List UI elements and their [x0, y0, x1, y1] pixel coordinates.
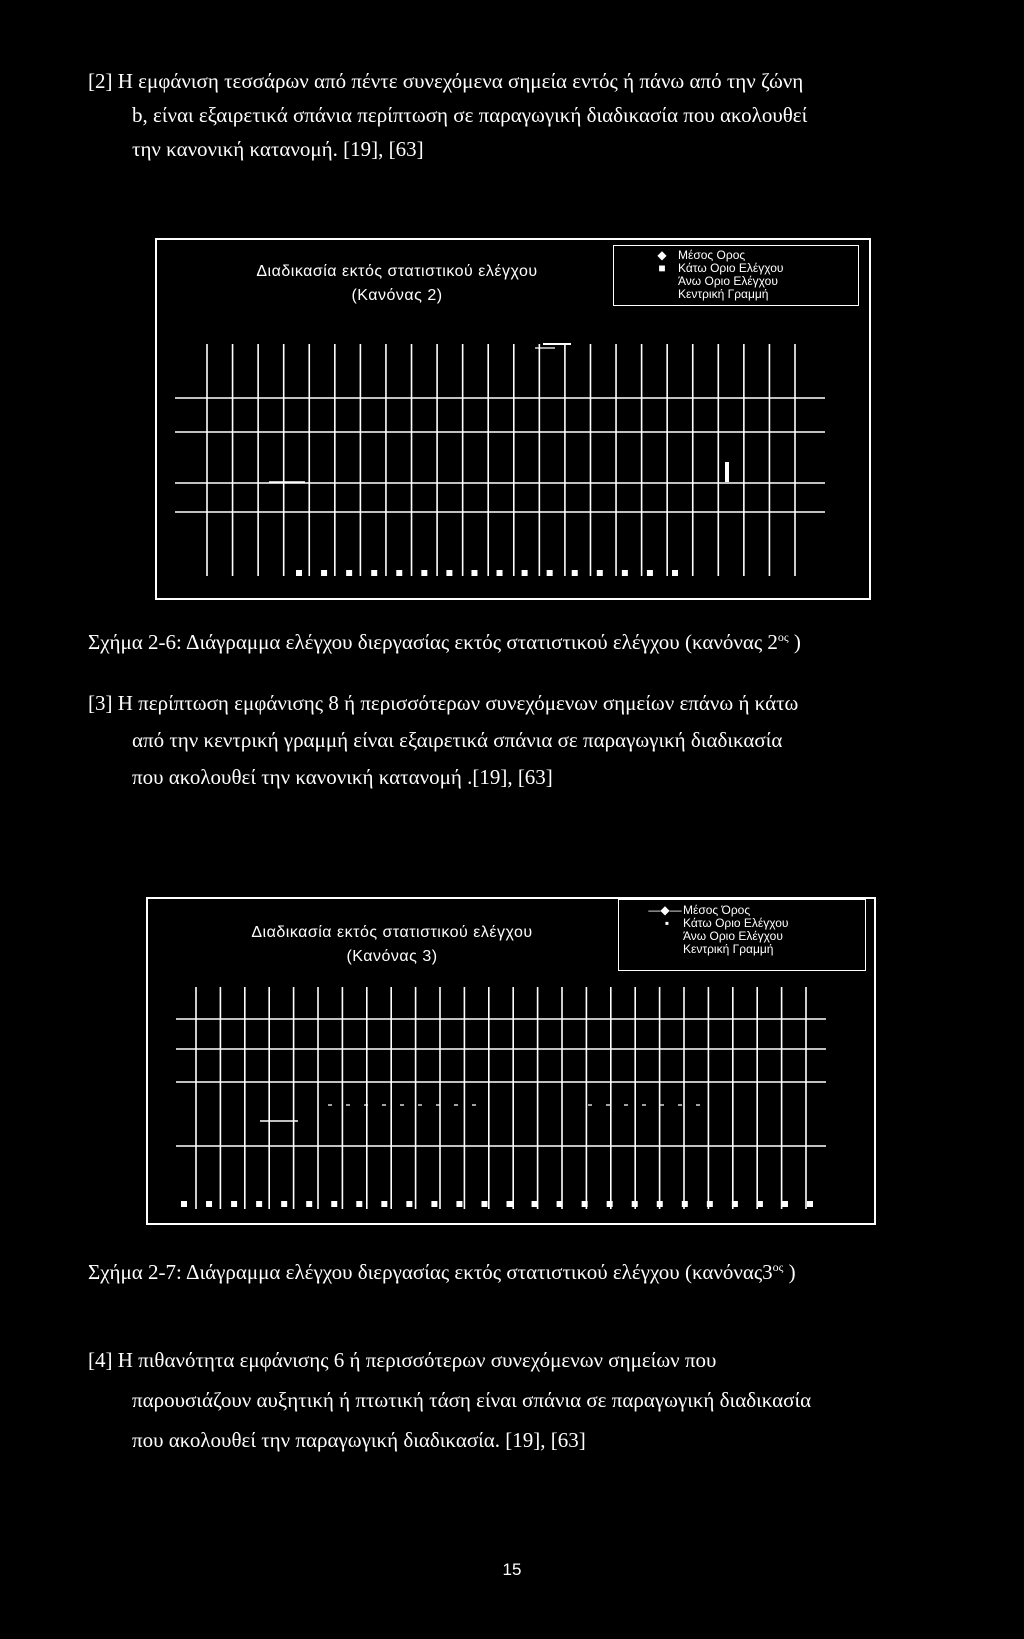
data-point-marker — [406, 1201, 412, 1207]
legend-label: Κάτω Οριο Ελέγχου — [683, 916, 789, 930]
data-point-marker — [331, 1201, 337, 1207]
paragraph-2-line-3: την κανονική κατανομή. [19], [63] — [132, 137, 424, 161]
paragraph-3-line-3: που ακολουθεί την κανονική κατανομή .[19], [63] — [132, 765, 553, 789]
data-point-marker — [231, 1201, 237, 1207]
diamond-icon: ◆ — [657, 248, 667, 262]
data-point-marker — [471, 570, 477, 576]
figure-2-6-caption — [88, 630, 940, 655]
paragraph-3 — [88, 686, 940, 794]
data-point-marker — [481, 1201, 487, 1207]
data-point-marker — [431, 1201, 437, 1207]
legend-label: Άνω Οριο Ελέγχου — [678, 274, 778, 288]
data-point-marker — [732, 1201, 738, 1207]
data-point-marker — [547, 570, 553, 576]
paragraph-4-line-1: Η πιθανότητα εμφάνισης 6 ή περισσότερων συνεχόμενων σημείων που — [117, 1348, 717, 1372]
figure-2-6-chart — [155, 238, 871, 600]
paragraph-4 — [88, 1340, 940, 1460]
data-point-marker — [421, 570, 427, 576]
data-point-marker — [181, 1201, 187, 1207]
figure-2-7-chart — [146, 897, 876, 1225]
data-point-marker — [682, 1201, 688, 1207]
data-point-marker — [306, 1201, 312, 1207]
square-icon: ▪ — [664, 916, 670, 930]
data-point-marker — [396, 570, 402, 576]
paragraph-4-label: [4] — [88, 1348, 113, 1372]
data-point-marker — [346, 570, 352, 576]
data-point-marker — [632, 1201, 638, 1207]
legend-label: Κάτω Οριο Ελέγχου — [678, 261, 784, 275]
data-point-marker — [371, 570, 377, 576]
chart-title-line-2: (Κανόνας 3) — [346, 948, 438, 965]
data-point-marker — [647, 570, 653, 576]
data-point-marker — [597, 570, 603, 576]
paragraph-2-label: [2] — [88, 69, 113, 93]
square-icon: ■ — [658, 261, 666, 275]
data-point-marker — [582, 1201, 588, 1207]
data-point-marker — [281, 1201, 287, 1207]
caption-text: Σχήμα 2-6: Διάγραμμα ελέγχου διεργασίας εκτός στατιστικού ελέγχου (κανόνας 2 — [88, 630, 778, 654]
paragraph-2-line-1: Η εμφάνιση τεσσάρων από πέντε συνεχόμενα σημεία εντός ή πάνω από την ζώνη — [117, 69, 804, 93]
data-point-marker — [507, 1201, 513, 1207]
data-point-marker — [672, 570, 678, 576]
paragraph-3-line-1: Η περίπτωση εμφάνισης 8 ή περισσότερων συνεχόμενων σημείων επάνω ή κάτω — [117, 691, 799, 715]
data-point-marker — [607, 1201, 613, 1207]
figure-2-7-caption — [88, 1260, 940, 1285]
caption-text: Σχήμα 2-7: Διάγραμμα ελέγχου διεργασίας εκτός στατιστικού ελέγχου (κανόνας3 — [88, 1260, 773, 1284]
data-point-marker — [296, 570, 302, 576]
paragraph-3-label: [3] — [88, 691, 113, 715]
chart-plot-area — [157, 240, 869, 598]
data-point-marker — [782, 1201, 788, 1207]
data-point-marker — [707, 1201, 713, 1207]
data-point-marker — [356, 1201, 362, 1207]
chart-title-line-2: (Κανόνας 2) — [351, 287, 443, 304]
data-point-marker — [497, 570, 503, 576]
legend-label: Μέσος Ορος — [678, 248, 746, 262]
legend-label: Κεντρική Γραμμή — [683, 942, 774, 956]
data-point-marker — [321, 570, 327, 576]
data-point-marker — [256, 1201, 262, 1207]
data-point-marker — [657, 1201, 663, 1207]
page-number: 15 — [502, 1560, 522, 1579]
chart-title-line-1: Διαδικασία εκτός στατιστικού ελέγχου — [251, 924, 533, 941]
legend-label: Μέσος Όρος — [683, 903, 751, 917]
paragraph-2-line-2: b, είναι εξαιρετικά σπάνια περίπτωση σε παραγωγική διαδικασία που ακολουθεί — [132, 103, 808, 127]
data-point-marker — [572, 570, 578, 576]
paragraph-4-line-3: που ακολουθεί την παραγωγική διαδικασία. [19], [63] — [132, 1428, 586, 1452]
data-point-marker — [522, 570, 528, 576]
data-point-marker — [381, 1201, 387, 1207]
caption-superscript: ος — [777, 630, 789, 644]
data-point-marker — [757, 1201, 763, 1207]
data-point-marker — [807, 1201, 813, 1207]
data-point-marker — [622, 570, 628, 576]
chart-plot-area — [148, 899, 874, 1223]
data-point-marker — [557, 1201, 563, 1207]
line-diamond-icon: —◆— — [648, 903, 682, 917]
caption-end: ) — [783, 1260, 796, 1284]
legend-label: Άνω Οριο Ελέγχου — [683, 929, 783, 943]
data-point-marker — [446, 570, 452, 576]
legend-label: Κεντρική Γραμμή — [678, 287, 769, 301]
chart-title-line-1: Διαδικασία εκτός στατιστικού ελέγχου — [256, 263, 538, 280]
data-point-marker — [532, 1201, 538, 1207]
data-point-marker — [206, 1201, 212, 1207]
paragraph-4-line-2: παρουσιάζουν αυξητική ή πτωτική τάση είναι σπάνια σε παραγωγική διαδικασία — [132, 1388, 812, 1412]
caption-superscript: ος — [772, 1260, 784, 1274]
data-point-marker — [456, 1201, 462, 1207]
paragraph-3-line-2: από την κεντρική γραμμή είναι εξαιρετικά σπάνια σε παραγωγική διαδικασία — [132, 728, 783, 752]
caption-end: ) — [788, 630, 801, 654]
paragraph-2 — [88, 64, 940, 166]
